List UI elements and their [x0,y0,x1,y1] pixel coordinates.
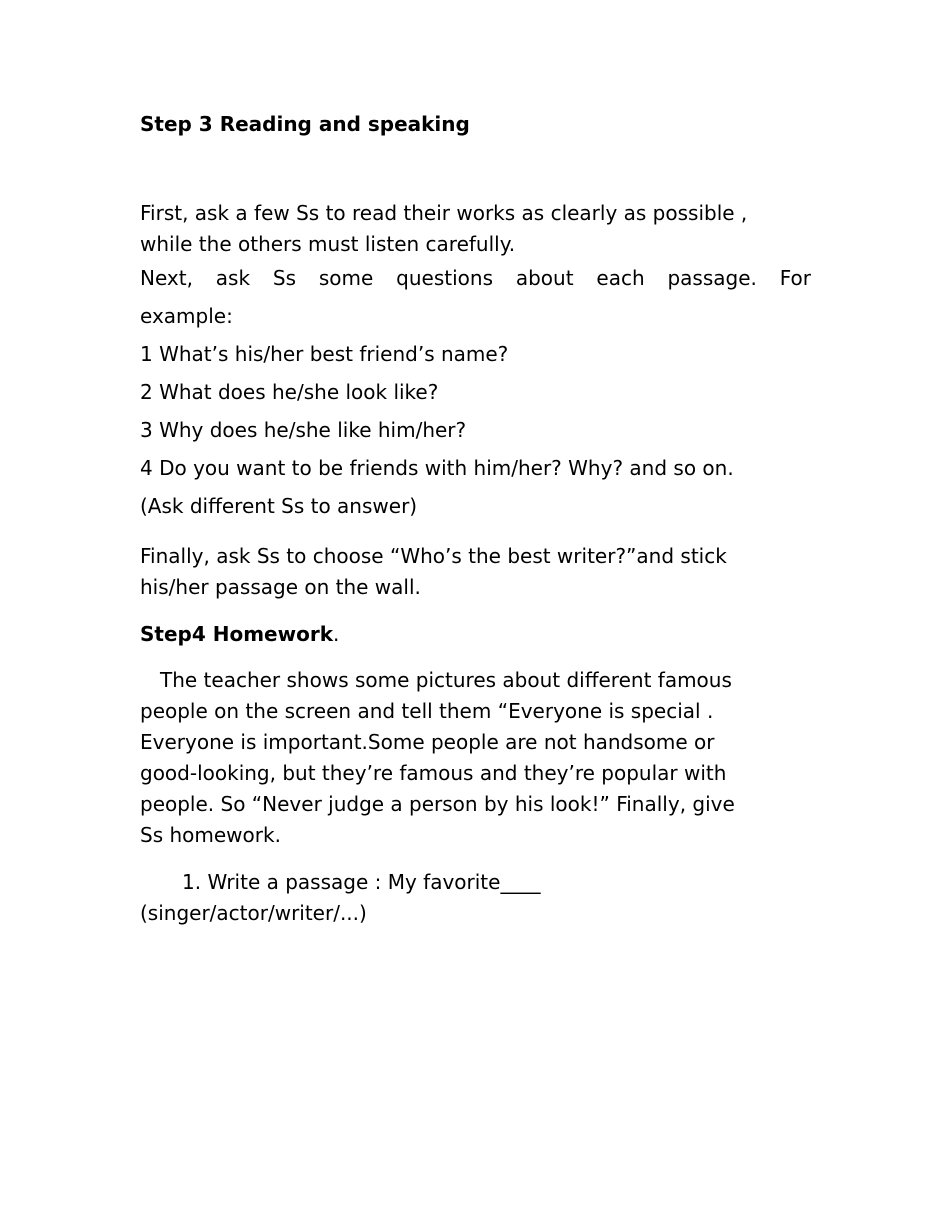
step3-next-line2: example: [140,304,233,328]
step4-para-line3: Everyone is important.Some people are not handsome or [140,730,715,754]
next-word: some [318,266,374,290]
question-item: 4 Do you want to be friends with him/her? Why? and so on. [140,456,734,480]
step3-next-line1 [140,268,811,288]
step4-para-line5: people. So “Never judge a person by his look!” Finally, give [140,792,735,816]
step3-finally-line2: his/her passage on the wall. [140,575,421,599]
next-word: Next, [140,266,193,290]
step3-finally-line1: Finally, ask Ss to choose “Who’s the best writer?”and stick [140,544,727,568]
step4-heading-suffix: . [333,622,340,646]
question-item: 3 Why does he/she like him/her? [140,418,467,442]
step4-para-line1: The teacher shows some pictures about different famous [160,668,732,692]
step3-para1-line2: while the others must listen carefully. [140,232,516,256]
question-item: 2 What does he/she look like? [140,380,439,404]
step4-heading [140,624,339,644]
step4-para-line4: good-looking, but they’re famous and they’re popular with [140,761,727,785]
homework-task-line2: (singer/actor/writer/...) [140,901,367,925]
step4-para-line6: Ss homework. [140,823,281,847]
next-word: questions [396,266,493,290]
step3-heading: Step 3 Reading and speaking [140,112,470,136]
next-word: each [596,266,645,290]
next-word: ask [215,266,251,290]
question-item: 1 What’s his/her best friend’s name? [140,342,509,366]
homework-task-line1: 1. Write a passage : My favorite____ [182,870,541,894]
step4-para-line2: people on the screen and tell them “Everyone is special . [140,699,714,723]
next-word: Ss [272,266,297,290]
next-word: For [779,266,811,290]
step3-note: (Ask different Ss to answer) [140,494,418,518]
step4-heading-text: Step4 Homework [140,622,333,646]
next-word: about [515,266,574,290]
next-word: passage. [667,266,757,290]
step3-para1-line1: First, ask a few Ss to read their works as clearly as possible , [140,201,748,225]
